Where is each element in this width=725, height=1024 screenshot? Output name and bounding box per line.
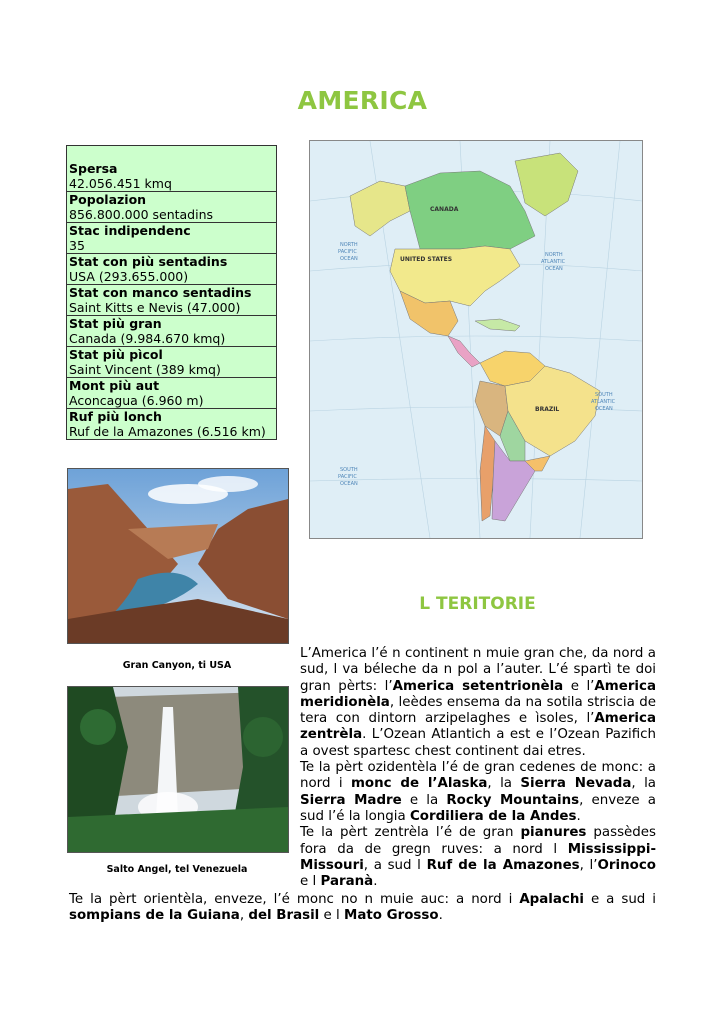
fact-value: 42.056.451 kmq [69, 176, 172, 191]
text-run: . [373, 874, 378, 890]
text-run: . [438, 908, 443, 924]
map-ocean-label: PACIFIC [338, 474, 357, 480]
bold-run: Rocky Mountains [446, 792, 580, 808]
paragraph [300, 760, 656, 825]
bold-run: Orinoco [597, 857, 656, 873]
fact-label: Ruf più lonch [69, 409, 162, 424]
paragraph [300, 825, 656, 890]
fact-row [67, 378, 277, 409]
fact-row [67, 192, 277, 223]
map-ocean-label: ATLANTIC [591, 399, 616, 405]
text-run: e a sud i [583, 892, 657, 907]
fact-row [67, 347, 277, 378]
fact-label: Spersa [69, 161, 118, 176]
text-run: , la [487, 776, 521, 792]
map-ocean-label: SOUTH [340, 467, 358, 473]
paragraph [69, 892, 656, 925]
americas-map [309, 140, 643, 539]
map-ocean-label: NORTH [340, 242, 358, 248]
map-ocean-label: OCEAN [595, 406, 613, 412]
fact-label: Stat più gran [69, 316, 162, 331]
fact-value: 35 [69, 238, 85, 253]
angel-falls-photo [67, 686, 289, 853]
bold-run: America meridionèla [300, 678, 656, 710]
paragraph [300, 646, 656, 760]
text-run: passèdes fora da de gregn ruves: a nord l [300, 825, 656, 857]
text-run: e l [300, 874, 321, 890]
text-run: . L’Ozean Atlantich a est e l’Ozean Pazifich a ovest spartesc chest continent dai etres. [300, 727, 656, 759]
fact-row [67, 316, 277, 347]
text-run: , enveze a sud l’é la longia [300, 792, 656, 824]
bold-run: America zentrèla [300, 711, 656, 743]
bold-run: Sierra Madre [300, 792, 402, 808]
fact-value: Canada (9.984.670 kmq) [69, 331, 226, 346]
fact-label: Stat con manco sentadins [69, 285, 252, 300]
fact-row [67, 409, 277, 440]
text-run: , a sud l [363, 857, 427, 873]
fact-value: 856.800.000 sentadins [69, 207, 214, 222]
fact-label: Popolazion [69, 192, 147, 207]
bold-run: America setentrionèla [392, 678, 564, 694]
text-run: e l’ [563, 678, 595, 694]
bold-run: Ruf de la Amazones [426, 857, 580, 873]
text-run: Te la pèrt zentrèla l’é de gran [300, 825, 521, 841]
fact-value: Saint Vincent (389 kmq) [69, 362, 221, 377]
text-run: Te la pèrt ozidentèla l’é de gran cedenes de monc: a nord i [300, 760, 656, 792]
text-run: L’America l’é n continent n muie gran che, da nord a sud, l va béleche da n pol a l’auter. L’é spartì te doi gran pèrts: l’ [300, 646, 656, 694]
bold-run: Mississippi-Missouri [300, 841, 656, 873]
body-text-wide [69, 892, 656, 925]
fact-row [67, 146, 277, 192]
page-title: AMERICA [297, 86, 428, 115]
bold-run: Paranà [320, 874, 374, 890]
text-run: , leèdes ensema da na sotila striscia de tera con dintorn arzipelaghes e ìsoles, l’ [300, 694, 656, 727]
grand-canyon-photo [67, 468, 289, 644]
bold-run: pianures [520, 825, 587, 841]
text-run: Te la pèrt orientèla, enveze, l’é monc no n muie auc: a nord i [69, 892, 520, 907]
map-label-canada: CANADA [430, 206, 459, 213]
fact-row [67, 223, 277, 254]
section-title: L TERITORIE [419, 594, 536, 614]
fact-row [67, 285, 277, 316]
fact-value: USA (293.655.000) [69, 269, 189, 284]
bold-run: monc de l’Alaska [350, 776, 488, 792]
body-text [300, 646, 656, 890]
fact-row [67, 254, 277, 285]
map-ocean-label: SOUTH [595, 392, 613, 398]
map-ocean-label: OCEAN [340, 256, 358, 262]
text-run: , [239, 908, 249, 924]
map-ocean-label: PACIFIC [338, 249, 357, 255]
text-run: . [576, 808, 581, 824]
caption-canyon: Gran Canyon, ti USA [122, 660, 232, 671]
caption-angel-falls: Salto Angel, tel Venezuela [106, 864, 248, 875]
fact-value: Ruf de la Amazones (6.516 km) [69, 424, 266, 439]
bold-run: Mato Grosso [344, 908, 439, 924]
bold-run: Apalachi [519, 892, 584, 907]
fact-label: Stat più pìcol [69, 347, 163, 362]
map-ocean-label: OCEAN [340, 481, 358, 487]
bold-run: del Brasil [248, 908, 320, 924]
bold-run: Cordiliera de la Andes [409, 808, 577, 824]
fact-value: Aconcagua (6.960 m) [69, 393, 204, 408]
map-ocean-label: OCEAN [545, 266, 563, 272]
fact-label: Mont più aut [69, 378, 160, 393]
bold-run: Sierra Nevada [520, 776, 632, 792]
map-ocean-label: ATLANTIC [541, 259, 566, 265]
text-run: , la [631, 776, 656, 792]
text-run: , l’ [579, 857, 598, 873]
fact-value: Saint Kitts e Nevis (47.000) [69, 300, 241, 315]
map-label-usa: UNITED STATES [400, 256, 453, 263]
text-run: e l [319, 908, 345, 924]
facts-table [66, 145, 277, 440]
map-ocean-label: NORTH [545, 252, 563, 258]
fact-label: Stac indipendenc [69, 223, 191, 238]
text-run: e la [401, 792, 447, 808]
map-label-brazil: BRAZIL [535, 406, 560, 413]
bold-run: sompians de la Guiana [69, 908, 240, 924]
fact-label: Stat con più sentadins [69, 254, 228, 269]
